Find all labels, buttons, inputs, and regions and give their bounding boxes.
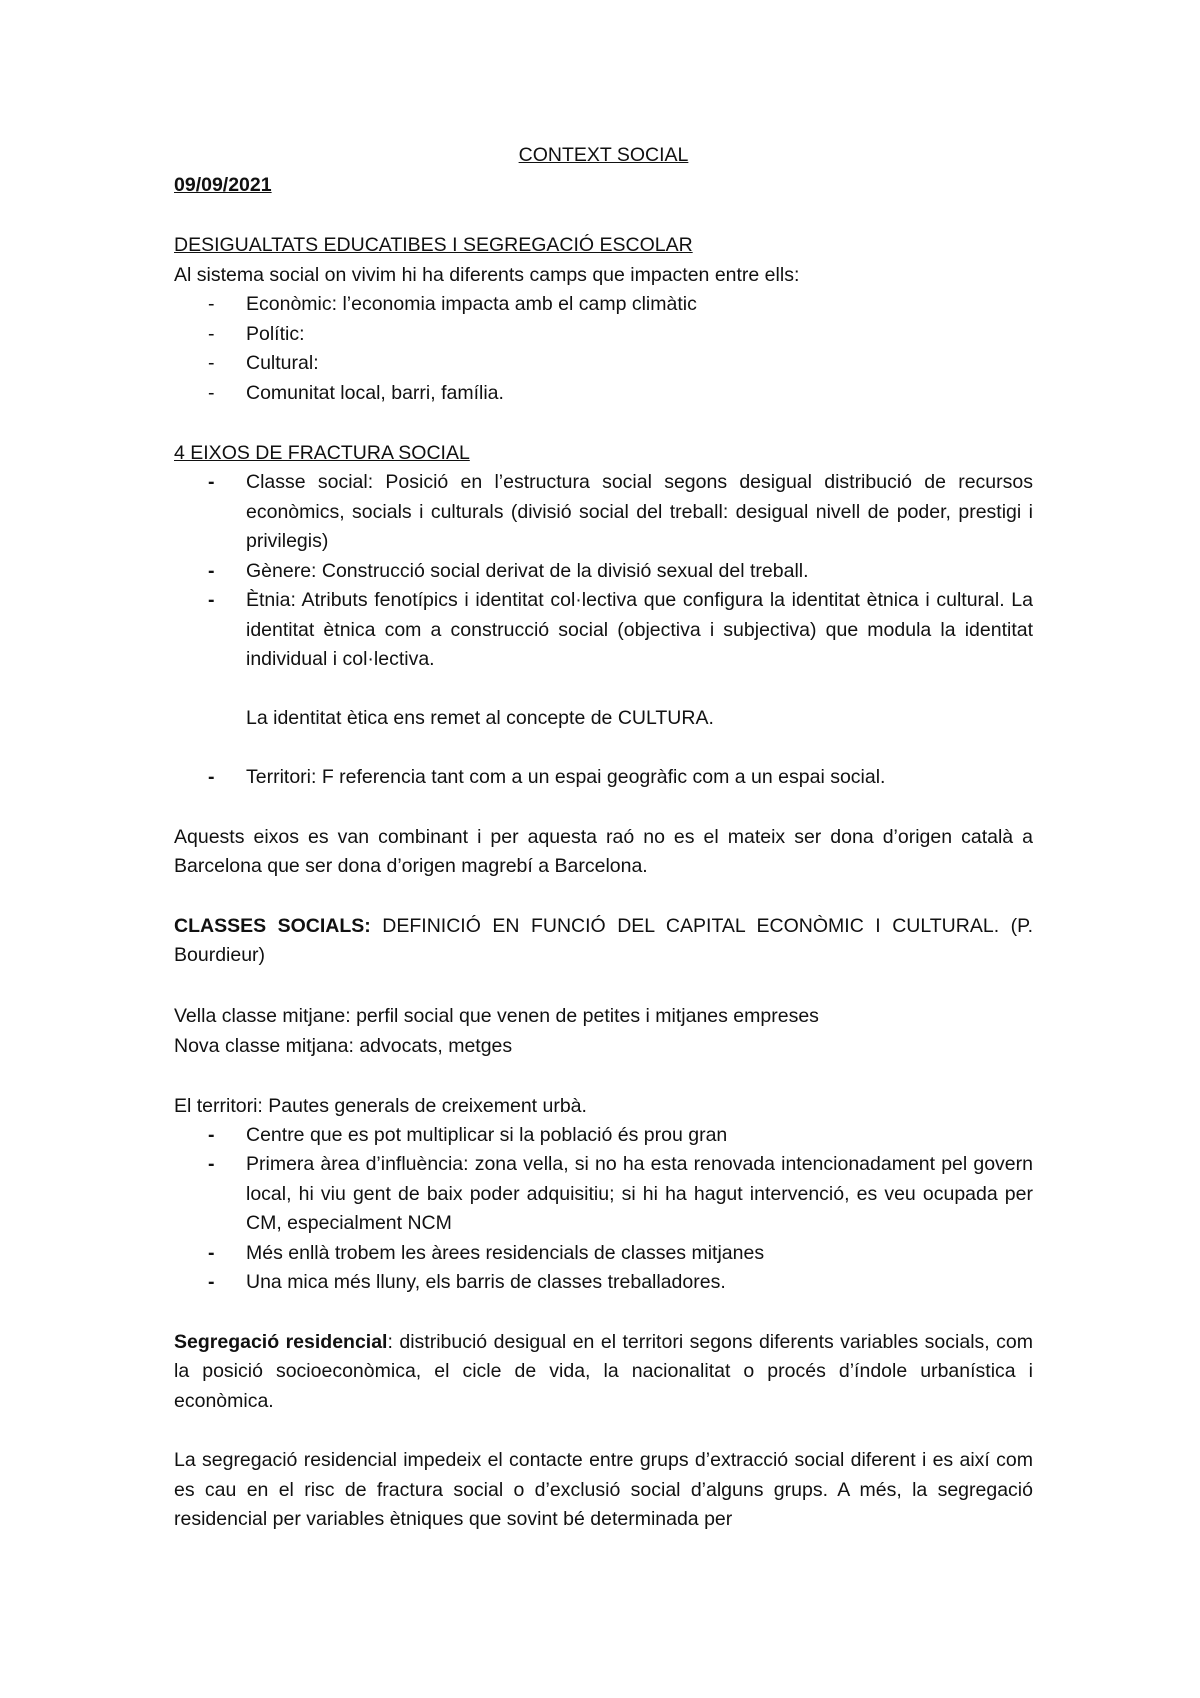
line-vella-classe: Vella classe mitjane: perfil social que venen de petites i mitjanes empreses [174, 1004, 819, 1027]
section-heading-desigualtats: DESIGUALTATS EDUCATIBES I SEGREGACIÓ ESCOLAR [174, 234, 693, 256]
list-item: - Ètnia: Atributs fenotípics i identitat col·lectiva que configura la identitat ètnica i cultural. La identitat ètnica com a construcció social (objectiva i subjectiva) que modula la identitat individual i col·lectiva. [208, 589, 1033, 670]
list-item: - Territori: F referencia tant com a un espai geogràfic com a un espai social. [208, 766, 886, 788]
document-content [174, 140, 1033, 1535]
list-note: La identitat ètica ens remet al concepte de CULTURA. [246, 707, 714, 729]
list-item: - Gènere: Construcció social derivat de la divisió sexual del treball. [208, 559, 809, 582]
list-item: - Centre que es pot multiplicar si la població és prou gran [208, 1123, 728, 1146]
eixos-list [174, 468, 1033, 793]
paragraph-segregacio-residencial: Segregació residencial: distribució desigual en el territori segons diferents variables socials, com la posició socioeconòmica, el cicle de vida, la nacionalitat o procés d’índole urbanística i econòmica. [174, 1330, 1033, 1412]
list-item-spacer [174, 734, 1033, 764]
list-item: - Més enllà trobem les àrees residencials de classes mitjanes [208, 1241, 765, 1264]
section-intro: Al sistema social on vivim hi ha diferents camps que impacten entre ells: [174, 264, 800, 286]
paragraph-eixos: Aquests eixos es van combinant i per aquesta raó no es el mateix ser dona d’origen català a Barcelona que ser dona d’origen magrebí a Barcelona. [174, 825, 1033, 877]
section-heading-eixos: 4 EIXOS DE FRACTURA SOCIAL [174, 442, 470, 464]
document-title: CONTEXT SOCIAL [518, 144, 689, 166]
list-item-spacer [174, 675, 1033, 705]
territori-list [174, 1121, 1033, 1298]
list-item: - Una mica més lluny, els barris de classes treballadores. [208, 1271, 726, 1293]
list-item: - Econòmic: l’economia impacta amb el camp climàtic [208, 293, 697, 315]
list-item: - Primera àrea d’influència: zona vella, si no ha esta renovada intencionadament pel govern local, hi viu gent de baix poder adquisitiu; si hi ha hagut intervenció, es veu ocupada per CM, especialment NCM [208, 1153, 1033, 1234]
territori-intro: El territori: Pautes generals de creixement urbà. [174, 1094, 587, 1117]
paragraph-classes-socials: CLASSES SOCIALS: DEFINICIÓ EN FUNCIÓ DEL CAPITAL ECONÒMIC I CULTURAL. (P. Bourdieur) [174, 914, 1034, 966]
list-item: - Cultural: [208, 352, 319, 374]
fields-list [174, 290, 1033, 408]
document-date: 09/09/2021 [174, 174, 272, 196]
line-nova-classe: Nova classe mitjana: advocats, metges [174, 1034, 513, 1057]
list-item: - Comunitat local, barri, família. [208, 381, 504, 404]
list-item: - Polític: [208, 322, 305, 345]
paragraph-segregacio-impedeix: La segregació residencial impedeix el contacte entre grups d’extracció social diferent i es així com es cau en el risc de fractura social o d’exclusió social d’alguns grups. A més, la segregació residencial per variables ètniques que sovint bé determinada per [174, 1449, 1033, 1530]
list-item: - Classe social: Posició en l’estructura social segons desigual distribució de recursos econòmics, socials i culturals (divisió social del treball: desigual nivell de poder, prestigi i privilegis) [208, 471, 1033, 552]
